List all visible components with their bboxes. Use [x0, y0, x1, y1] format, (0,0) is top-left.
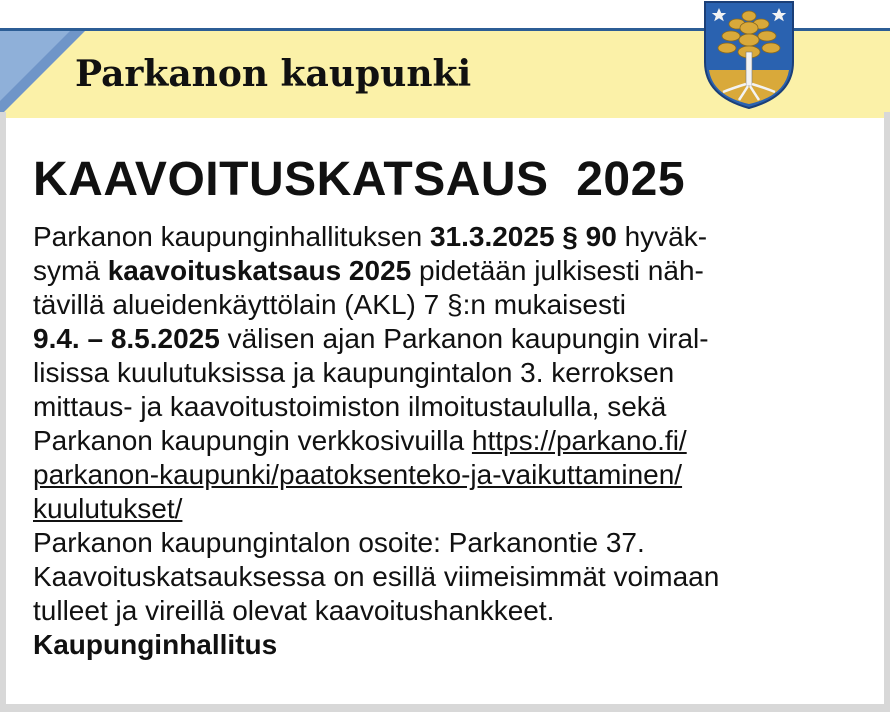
website-link[interactable]: parkanon-kaupunki/paatoksenteko-ja-vaikuttaminen/ [33, 459, 683, 490]
body-text-segment: symä [33, 255, 108, 286]
body-text-segment: Parkanon kaupungintalon osoite: Parkanontie 37. [33, 527, 645, 558]
body-text-segment: Parkanon kaupungin verkkosivuilla [33, 425, 472, 456]
website-link[interactable]: https://parkano.fi/ [471, 425, 687, 456]
notice-line [33, 288, 863, 322]
notice-content [33, 150, 863, 662]
emphasis-text: 31.3.2025 § 90 [429, 221, 617, 252]
notice-line [33, 220, 863, 254]
notice-line [33, 390, 863, 424]
notice-title: KAAVOITUSKATSAUS 2025 [33, 153, 686, 206]
notice-line [33, 424, 863, 458]
notice-line [33, 254, 863, 288]
body-text-segment: Kaavoituskatsauksessa on esillä viimeisimmät voimaan [33, 561, 720, 592]
body-text-segment: lisissa kuulutuksissa ja kaupungintalon 3. kerroksen [33, 357, 675, 388]
body-text-segment: mittaus- ja kaavoitustoimiston ilmoitustaululla, sekä [33, 391, 667, 422]
notice-line [33, 356, 863, 390]
notice-body [33, 220, 863, 662]
notice-line [33, 594, 863, 628]
header-corner-decoration-inner [0, 31, 70, 101]
body-text-segment: pidetään julkisesti näh- [411, 255, 704, 286]
notice-line [33, 526, 863, 560]
website-link[interactable]: kuulutukset/ [33, 493, 183, 524]
notice-line [33, 492, 863, 526]
frame-left [0, 112, 6, 712]
body-text-segment: Parkanon kaupunginhallituksen [33, 221, 430, 252]
emphasis-text: 9.4. – 8.5.2025 [33, 323, 220, 354]
coat-of-arms-icon [703, 0, 795, 110]
body-text-segment: tävillä alueidenkäyttölain (AKL) 7 §:n mukaisesti [33, 289, 626, 320]
emphasis-text: Kaupunginhallitus [33, 629, 278, 660]
organization-name: Parkanon kaupunki [75, 53, 472, 95]
body-text-segment: hyväk- [616, 221, 708, 252]
notice-line [33, 322, 863, 356]
body-text-segment: välisen ajan Parkanon kaupungin viral- [219, 323, 709, 354]
body-text-segment: tulleet ja vireillä olevat kaavoitushankkeet. [33, 595, 555, 626]
frame-right [884, 112, 890, 712]
emphasis-text: kaavoituskatsaus 2025 [107, 255, 412, 286]
notice-line [33, 628, 863, 662]
notice-line [33, 560, 863, 594]
frame-bottom [0, 704, 890, 712]
notice-line [33, 458, 863, 492]
